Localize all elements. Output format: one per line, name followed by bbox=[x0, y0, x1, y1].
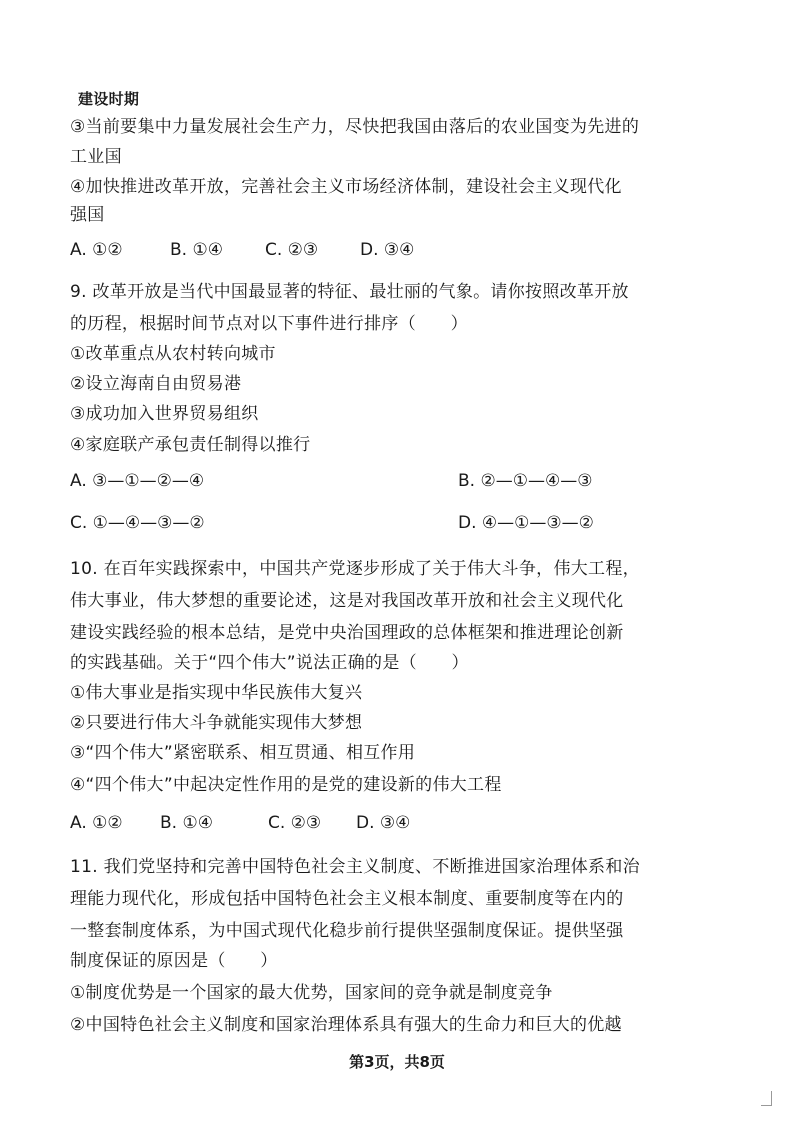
q9-option-c[interactable]: C. ①—④—③—② bbox=[70, 513, 205, 533]
q10-stem-line-2: 伟大事业，伟大梦想的重要论述，这是对我国改革开放和社会主义现代化 bbox=[70, 591, 624, 611]
page-footer: 第3页，共8页 bbox=[349, 1053, 445, 1071]
q9-stem: 9. 改革开放是当代中国最显著的特征、最壮丽的气象。请你按照改革开放 bbox=[70, 282, 629, 302]
q11-stem-line-2: 理能力现代化，形成包括中国特色社会主义根本制度、重要制度等在内的 bbox=[70, 889, 624, 909]
q8-option-c[interactable]: C. ②③ bbox=[265, 240, 319, 260]
q8-option-a[interactable]: A. ①② bbox=[70, 240, 123, 260]
q8-option-d[interactable]: D. ③④ bbox=[360, 240, 415, 260]
q10-option-b[interactable]: B. ①④ bbox=[160, 813, 213, 833]
q9-option-d[interactable]: D. ④—①—③—② bbox=[458, 513, 594, 533]
q11-stem-line-4: 制度保证的原因是（ ） bbox=[70, 951, 278, 971]
q8-option-b[interactable]: B. ①④ bbox=[170, 240, 223, 260]
corner-scan-mark bbox=[761, 1091, 772, 1106]
q10-statement-4: ④“四个伟大”中起决定性作用的是党的建设新的伟大工程 bbox=[70, 775, 502, 795]
q10-option-a[interactable]: A. ①② bbox=[70, 813, 123, 833]
q8-statement-4: ④加快推进改革开放，完善社会主义市场经济体制，建设社会主义现代化 bbox=[70, 177, 622, 197]
q10-statement-3: ③“四个伟大”紧密联系、相互贯通、相互作用 bbox=[70, 743, 416, 763]
q10-statement-2: ②只要进行伟大斗争就能实现伟大梦想 bbox=[70, 713, 363, 733]
q11-statement-2: ②中国特色社会主义制度和国家治理体系具有强大的生命力和巨大的优越 bbox=[70, 1015, 622, 1035]
q10-option-c[interactable]: C. ②③ bbox=[268, 813, 322, 833]
q10-stem: 10. 在百年实践探索中，中国共产党逐步形成了关于伟大斗争，伟大工程， bbox=[70, 559, 640, 579]
section-heading: 建设时期 bbox=[78, 90, 140, 108]
q11-stem-line-3: 一整套制度体系，为中国式现代化稳步前行提供坚强制度保证。提供坚强 bbox=[70, 921, 624, 941]
q10-stem-line-3: 建设实践经验的根本总结，是党中央治国理政的总体框架和推进理论创新 bbox=[70, 623, 624, 643]
q9-option-b[interactable]: B. ②—①—④—③ bbox=[458, 471, 593, 491]
q8-statement-4-cont: 强国 bbox=[70, 205, 105, 225]
q9-event-1: ①改革重点从农村转向城市 bbox=[70, 344, 276, 364]
q10-statement-1: ①伟大事业是指实现中华民族伟大复兴 bbox=[70, 683, 363, 703]
q9-event-2: ②设立海南自由贸易港 bbox=[70, 374, 242, 394]
q10-stem-line-4: 的实践基础。关于“四个伟大”说法正确的是（ ） bbox=[70, 653, 469, 673]
q10-option-d[interactable]: D. ③④ bbox=[356, 813, 411, 833]
q11-statement-1: ①制度优势是一个国家的最大优势，国家间的竞争就是制度竞争 bbox=[70, 983, 553, 1003]
q8-statement-3-cont: 工业国 bbox=[70, 147, 122, 167]
q9-option-a[interactable]: A. ③—①—②—④ bbox=[70, 471, 205, 491]
q9-event-3: ③成功加入世界贸易组织 bbox=[70, 404, 259, 424]
q9-stem-cont: 的历程，根据时间节点对以下事件进行排序（ ） bbox=[70, 314, 468, 334]
q8-statement-3: ③当前要集中力量发展社会生产力，尽快把我国由落后的农业国变为先进的 bbox=[70, 117, 640, 137]
q9-event-4: ④家庭联产承包责任制得以推行 bbox=[70, 435, 311, 455]
q11-stem: 11. 我们党坚持和完善中国特色社会主义制度、不断推进国家治理体系和治 bbox=[70, 857, 640, 877]
